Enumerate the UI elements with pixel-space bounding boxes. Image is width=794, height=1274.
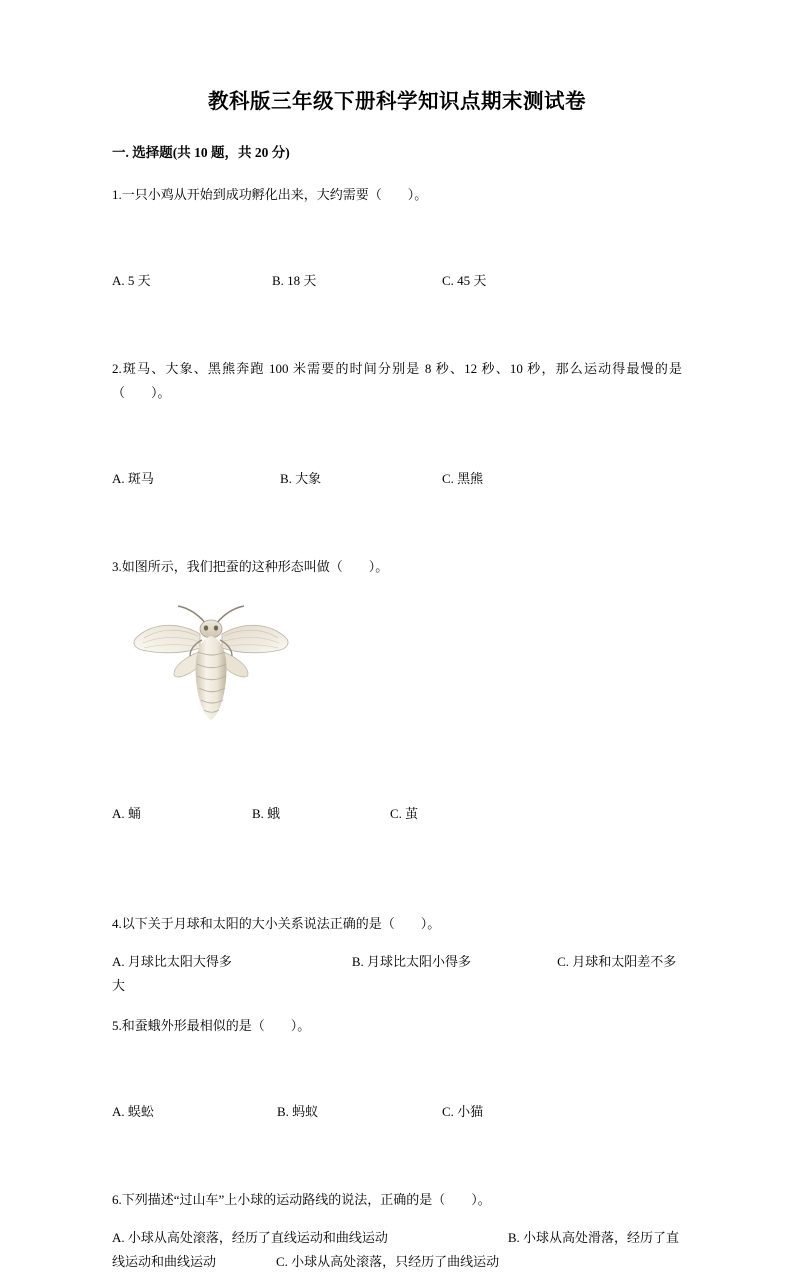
option-a[interactable]: A. 斑马 xyxy=(112,471,154,487)
option-b[interactable]: B. 大象 xyxy=(280,471,322,487)
option-a[interactable]: A. 5 天 xyxy=(112,273,151,289)
question-options xyxy=(112,754,682,874)
option-a[interactable]: A. 蛹 xyxy=(112,805,141,821)
question-text: 3.如图所示，我们把蚕的这种形态叫做（ ）。 xyxy=(112,559,389,575)
option-b[interactable]: B. 蚂蚁 xyxy=(277,1103,319,1119)
option-b[interactable]: B. 蛾 xyxy=(252,805,281,821)
question-options xyxy=(112,221,682,341)
option-b[interactable]: B. 月球比太阳小得多 xyxy=(351,953,472,969)
section-heading: 一. 选择题(共 10 题，共 20 分) xyxy=(112,144,290,160)
question-text: 2.斑马、大象、黑熊奔跑 100 米需要的时间分别是 8 秒、12 秒、10 秒，那么运动得最慢的是（ ）。 xyxy=(112,361,682,401)
question-text: 5.和蚕蛾外形最相似的是（ ）。 xyxy=(112,1017,311,1033)
option-b[interactable]: B. 18 天 xyxy=(272,273,317,289)
question-options xyxy=(112,1052,682,1172)
page-title: 教科版三年级下册科学知识点期末测试卷 xyxy=(208,91,586,113)
option-c[interactable]: C. 月球和太阳差不多大 xyxy=(112,953,677,993)
option-a[interactable]: A. 小球从高处滚落，经历了直线运动和曲线运动 xyxy=(112,1230,388,1246)
silkworm-moth-figure xyxy=(112,594,682,734)
question-text: 6.下列描述“过山车”上小球的运动路线的说法，正确的是（ ）。 xyxy=(112,1192,491,1208)
option-c[interactable]: C. 黑熊 xyxy=(442,471,484,487)
question-options xyxy=(112,1226,682,1274)
option-c[interactable]: C. 茧 xyxy=(390,805,419,821)
question-text: 4.以下关于月球和太阳的大小关系说法正确的是（ ）。 xyxy=(112,915,441,931)
moth-icon xyxy=(130,594,300,734)
option-a[interactable]: A. 月球比太阳大得多 xyxy=(112,953,232,969)
option-c[interactable]: C. 小球从高处滚落，只经历了曲线运动 xyxy=(276,1254,500,1270)
option-b[interactable]: B. 小球从高处滑落，经历了直线运动和曲线运动 xyxy=(112,1230,680,1270)
question-options xyxy=(112,950,682,998)
option-c[interactable]: C. 45 天 xyxy=(442,273,487,289)
question-options xyxy=(112,419,682,539)
question-text: 1.一只小鸡从开始到成功孵化出来，大约需要（ ）。 xyxy=(112,186,428,202)
option-c[interactable]: C. 小猫 xyxy=(442,1103,484,1119)
option-a[interactable]: A. 蜈蚣 xyxy=(112,1103,154,1119)
